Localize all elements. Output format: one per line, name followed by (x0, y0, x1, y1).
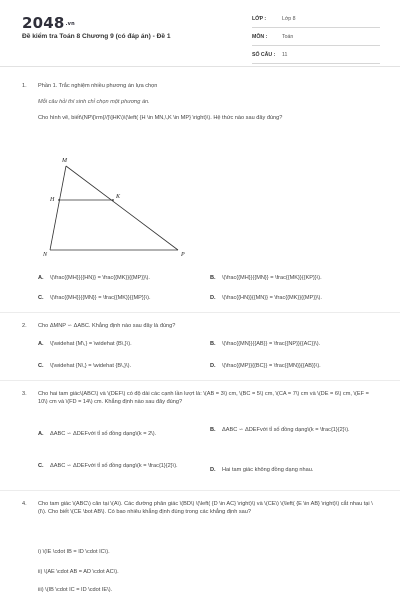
point-k (112, 199, 114, 201)
side-mp (66, 166, 178, 250)
meta-value: Lớp 8 (282, 15, 296, 22)
meta-row-subject (252, 28, 380, 46)
point-h (58, 199, 60, 201)
question-separator (0, 312, 400, 313)
label-p: P (181, 252, 185, 258)
question-4-header (22, 500, 38, 508)
question-number: 4. (22, 501, 27, 507)
q3-option-b[interactable]: B. ΔABC ∽ ΔDEFvới tỉ số đồng dạng\(k = \frac{1}{2}\). (210, 427, 350, 433)
q1-option-a[interactable]: A. \(\frac{{MH}}{{HN}} = \frac{{MK}}{{MP}}\). (38, 275, 150, 281)
label-n: N (43, 252, 48, 258)
statement-item: i) \(IE \cdot IB = ID \cdot IC\). (38, 549, 110, 555)
page-header (0, 0, 400, 62)
logo-text: 2048 (22, 14, 65, 32)
question-2-header (22, 322, 175, 330)
side-mn (50, 166, 66, 250)
meta-row-count (252, 46, 380, 64)
label-m: M (62, 158, 67, 164)
q3-option-d[interactable]: D. Hai tam giác không đồng dạng nhau. (210, 467, 314, 473)
meta-row-class (252, 10, 380, 28)
q2-option-d[interactable]: D. \(\frac{{MP}}{{BC}} = \frac{{MN}}{{AB}}\). (210, 363, 321, 369)
part-instruction: Mỗi câu hỏi thí sinh chỉ chọn một phương án. (38, 99, 150, 105)
q1-option-d[interactable]: D. \(\frac{{HN}}{{MN}} = \frac{{MK}}{{MP}}\). (210, 295, 322, 301)
q2-option-b[interactable]: B. \(\frac{{MN}}{{AB}} = \frac{{NP}}{{AC}}\). (210, 341, 321, 347)
meta-key: LỚP : (252, 15, 267, 22)
question-number: 3. (22, 391, 27, 397)
document-title: Đề kiểm tra Toán 8 Chương 9 (có đáp án) - Đề 1 (22, 33, 171, 40)
question-3-header (22, 390, 38, 398)
logo-suffix: .vn (65, 20, 75, 27)
q2-option-c[interactable]: C. \(\widehat {N\,} = \widehat {B\,}\). (38, 363, 132, 369)
question-separator (0, 490, 400, 491)
question-1-text: Cho hình vẽ, biết\(NP\[\rm{//}\]HK\)\(\left( {H \in MN,\,K \in MP} \right)\). Hệ thức nào sau đây đúng? (38, 115, 283, 121)
meta-value: 11 (282, 51, 288, 58)
question-number: 2. (22, 323, 27, 329)
statement-item: iii) \(IB \cdot IC = ID \cdot IE\). (38, 587, 113, 593)
question-separator (0, 380, 400, 381)
meta-key: MÔN : (252, 33, 268, 40)
part-title: Phần 1. Trắc nghiệm nhiều phương án lựa chọn (38, 83, 158, 89)
q1-option-b[interactable]: B. \(\frac{{MH}}{{MN}} = \frac{{MK}}{{KP}}\). (210, 275, 322, 281)
q3-option-c[interactable]: C. ΔABC ∽ ΔDEFvới tỉ số đồng dạng\(k = \frac{1}{2}\). (38, 463, 178, 469)
question-number: 1. (22, 83, 27, 89)
question-2-text: Cho ΔMNP ∽ ΔABC. Khẳng định nào sau đây là đúng? (38, 323, 176, 329)
site-logo[interactable] (22, 14, 75, 32)
q2-option-a[interactable]: A. \(\widehat {M\,} = \widehat {B\,}\). (38, 341, 132, 347)
label-k: K (116, 194, 121, 200)
header-divider (0, 66, 400, 67)
q3-option-a[interactable]: A. ΔABC ∽ ΔDEFvới tỉ số đồng dạng\(k = 2\). (38, 431, 157, 437)
triangle-figure (38, 154, 198, 264)
question-1-header (22, 82, 157, 90)
label-h: H (50, 197, 55, 203)
question-3-text: Cho hai tam giác\(ABC\) và \(DEF\) có độ dài các cạnh lần lượt là: \(AB = 3\) cm, \(BC = 5\) cm, \(CA = 7\) cm và \(DE = 6\) cm, \(EF = 10\) cm và \(FD = 14\) cm. Khẳng định nào sau đây đúng? (38, 391, 369, 405)
meta-value: Toán (282, 33, 294, 40)
meta-table (252, 10, 380, 64)
question-4-text: Cho tam giác \(ABC\) cân tại \(A\). Các đường phân giác \(BD\) \(\left( {D \in AC} \right)\) và \(CE\) \(\left( {E \in AB} \right)\) cắt nhau tại \(I\). Cho biết \(CE \bot AB\). Có bao nhiêu khẳng định đúng trong các khẳng định sau? (38, 501, 373, 515)
statement-item: ii) \(AE \cdot AB = AD \cdot AC\). (38, 569, 119, 575)
q1-option-c[interactable]: C. \(\frac{{MH}}{{MN}} = \frac{{MK}}{{MP}}\). (38, 295, 151, 301)
meta-key: SỐ CÂU : (252, 51, 276, 58)
